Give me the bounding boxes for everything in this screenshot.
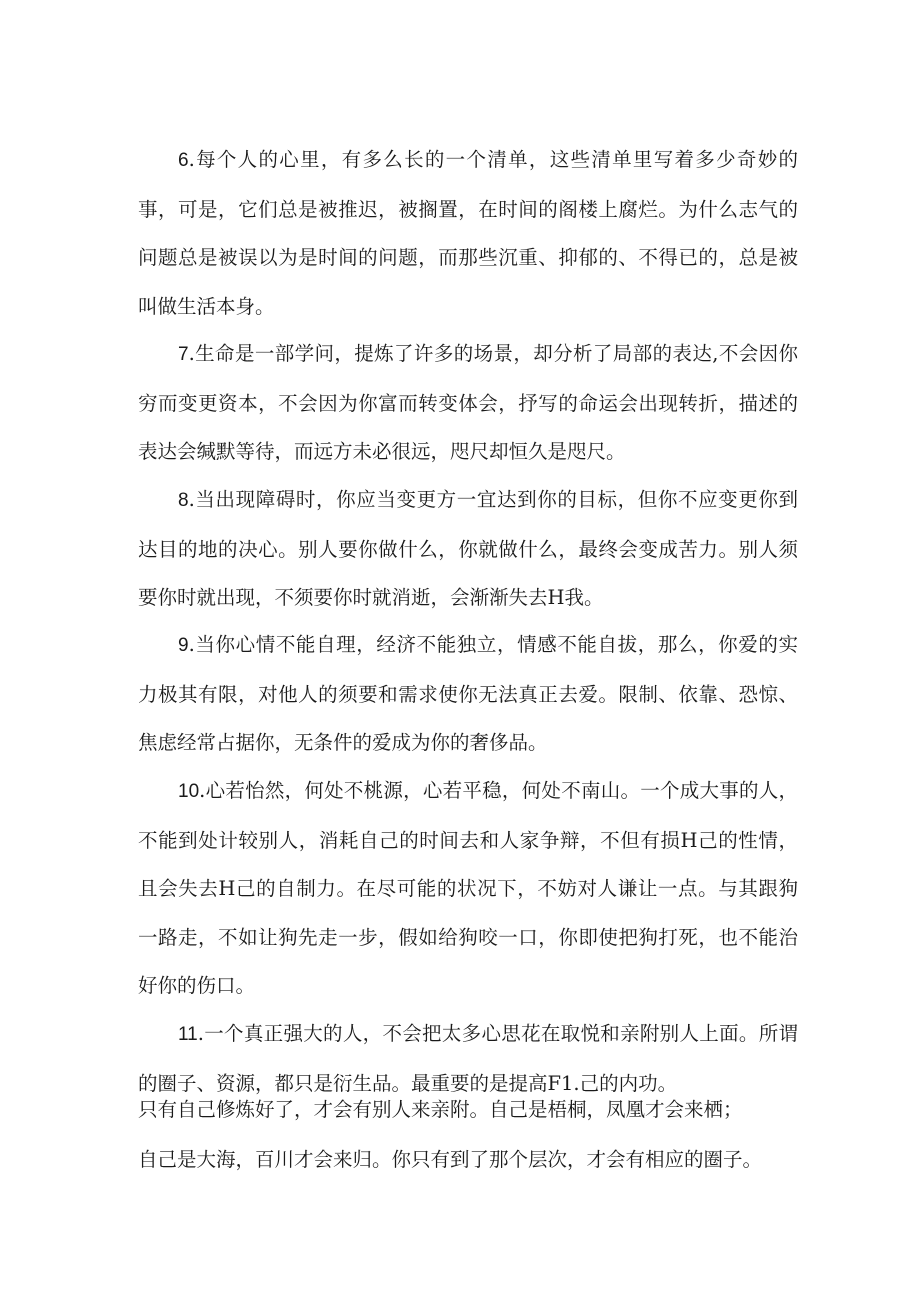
paragraph-8 [138,476,798,623]
paragraph-7 [138,330,798,477]
paragraph-10 [138,767,798,1011]
paragraph-text: .当出现障碍时，你应当变更方一宜达到你的目标，但你不应变更你到达目的地的决心。别人要你做什么，你就做什么，最终会变成苦力。别人须要你时就出现，不须要你时就消逝，会渐渐失去H我。 [138,488,798,609]
paragraph-number: 7 [178,344,189,365]
paragraph-text: .每个人的心里，有多么长的一个清单，这些清单里写着多少奇妙的事，可是，它们总是被推迟，被搁置，在时间的阁楼上腐烂。为什么志气的问题总是被误以为是时间的问题，而那些沉重、抑郁的、不得已的，总是被叫做生活本身。 [138,148,798,318]
paragraph-number: 9 [178,635,189,656]
paragraph-number: 8 [178,490,189,511]
trailing-line-1: 只有自己修炼好了，才会有别人来亲附。自己是梧桐，凤凰才会来栖； [138,1098,743,1121]
paragraph-11 [138,1010,798,1108]
paragraph-text: .生命是一部学问，提炼了许多的场景，却分析了局部的表达,不会因你穷而变更资本，不会因为你富而转变体会，抒写的命运会出现转折，描述的表达会缄默等待，而远方未必很远，咫尺却恒久是咫尺。 [138,342,798,463]
trailing-line-2: 自己是大海，百川才会来归。你只有到了那个层次，才会有相应的圈子。 [138,1148,763,1171]
paragraph-number: 10 [178,781,200,802]
paragraph-text: .当你心情不能自理，经济不能独立，情感不能自拔，那么，你爱的实力极其有限，对他人的须要和需求使你无法真正去爱。限制、依靠、恐惊、焦虑经常占据你，无条件的爱成为你的奢侈品。 [138,633,798,754]
paragraph-number: 11 [178,1024,198,1045]
paragraph-text: .一个真正强大的人，不会把太多心思花在取悦和亲附别人上面。所谓的圈子、资源，都只是衍生品。最重要的是提高F1.己的内功。 [138,1022,798,1095]
paragraph-text: .心若怡然，何处不桃源，心若平稳，何处不南山。一个成大事的人，不能到处计较别人，消耗自己的时间去和人家争辩，不但有损H己的性情，且会失去H己的自制力。在尽可能的状况下，不妨对人谦让一点。与其跟狗一路走，不如让狗先走一步，假如给狗咬一口，你即使把狗打死，也不能治好你的伤口。 [138,779,798,997]
paragraph-number: 6 [178,150,189,171]
paragraph-9 [138,621,798,768]
paragraph-6 [138,136,798,331]
